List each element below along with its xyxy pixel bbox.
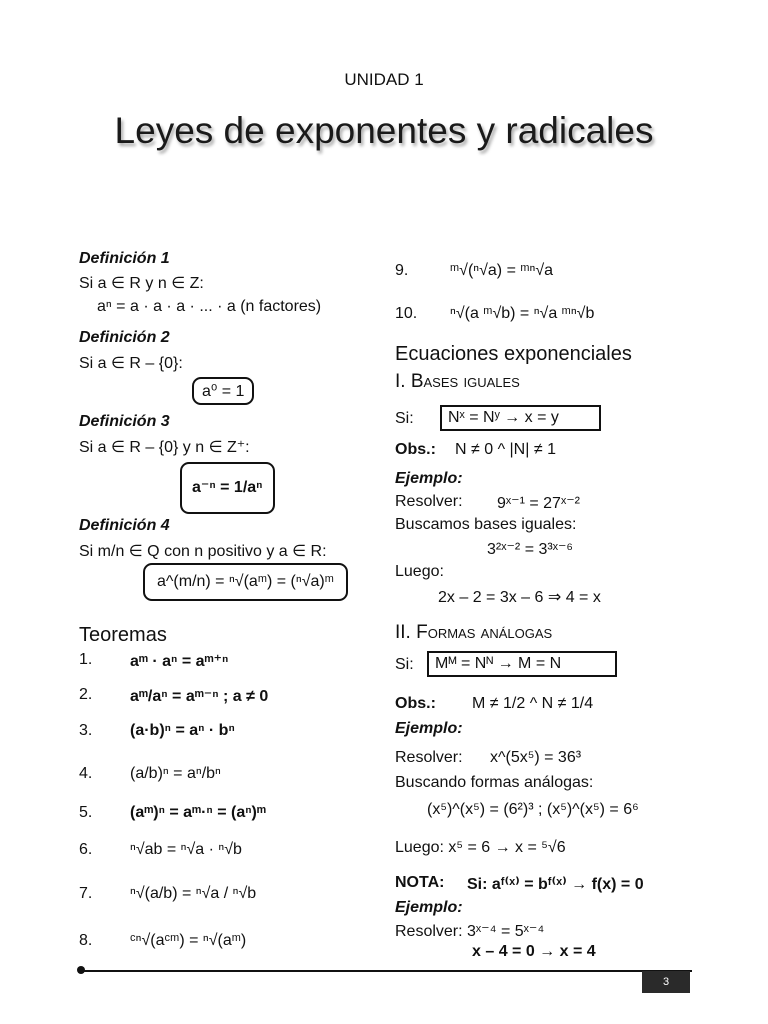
- definition-1-condition: Si a ∈ R y n ∈ Z:: [79, 275, 204, 292]
- theorem-8-formula: ᶜⁿ√(aᶜᵐ) = ⁿ√(aᵐ): [130, 932, 247, 949]
- definition-4-formula-box: a^(m/n) = ⁿ√(aᵐ) = (ⁿ√a)ᵐ: [143, 563, 348, 601]
- theorem-7-formula: ⁿ√(a/b) = ⁿ√a / ⁿ√b: [130, 885, 257, 902]
- section-2-luego: Luego: x⁵ = 6 → x = ⁵√6: [395, 839, 566, 856]
- section-2-example-2-label: Ejemplo:: [395, 899, 463, 916]
- section-1-bases-equation: 3²ˣ⁻² = 3³ˣ⁻⁶: [487, 541, 573, 558]
- definition-3-condition: Si a ∈ R – {0} y n ∈ Z⁺:: [79, 439, 250, 456]
- theorem-1-formula: aᵐ · aⁿ = aᵐ⁺ⁿ: [130, 653, 229, 670]
- definition-3-formula-box: a⁻ⁿ = 1/aⁿ: [180, 462, 275, 514]
- page-title: Leyes de exponentes y radicales: [114, 110, 654, 151]
- section-1-result: 2x – 2 = 3x – 6 ⇒ 4 = x: [438, 589, 601, 606]
- theorem-3-formula: (a·b)ⁿ = aⁿ · bⁿ: [130, 722, 235, 739]
- section-1-rule-box: Nˣ = Nʸ → x = y: [440, 405, 601, 431]
- definition-2-condition: Si a ∈ R – {0}:: [79, 355, 183, 372]
- section-1-buscamos: Buscamos bases iguales:: [395, 516, 577, 533]
- theorem-7-number: 7.: [79, 885, 93, 902]
- theorem-10-formula: ⁿ√(a ᵐ√b) = ⁿ√a ᵐⁿ√b: [450, 305, 595, 322]
- section-2-forms: (x⁵)^(x⁵) = (6²)³ ; (x⁵)^(x⁵) = 6⁶: [427, 801, 639, 818]
- theorem-8-number: 8.: [79, 932, 93, 949]
- theorem-10-number: 10.: [395, 305, 418, 322]
- definition-1-formula: aⁿ = a · a · a · ... · a (n factores): [97, 298, 322, 315]
- theorem-2-formula: aᵐ/aⁿ = aᵐ⁻ⁿ ; a ≠ 0: [130, 688, 269, 705]
- section-1-resolver-equation: 9ˣ⁻¹ = 27ˣ⁻²: [497, 495, 580, 512]
- section-1-si-label: Si:: [395, 410, 414, 427]
- section-2-obs: M ≠ 1/2 ^ N ≠ 1/4: [472, 695, 594, 712]
- theorems-heading: Teoremas: [79, 624, 167, 646]
- definition-2-formula-box: a⁰ = 1: [192, 377, 254, 405]
- unit-label: UNIDAD 1: [344, 70, 424, 89]
- section-2-rule-box: Mᴹ = Nᴺ → M = N: [427, 651, 617, 677]
- section-2-heading: II. Formas análogas: [395, 622, 553, 643]
- definition-1-title: Definición 1: [79, 250, 170, 267]
- definition-3-title: Definición 3: [79, 413, 170, 430]
- theorem-2-number: 2.: [79, 686, 93, 703]
- exponential-equations-heading: Ecuaciones exponenciales: [395, 343, 632, 365]
- theorem-5-formula: (aᵐ)ⁿ = aᵐ·ⁿ = (aⁿ)ᵐ: [130, 804, 266, 821]
- theorem-9-formula: ᵐ√(ⁿ√a) = ᵐⁿ√a: [450, 262, 554, 279]
- footer-rule: [80, 970, 692, 972]
- theorem-6-number: 6.: [79, 841, 93, 858]
- nota-text: Si: aᶠ⁽ˣ⁾ = bᶠ⁽ˣ⁾ → f(x) = 0: [467, 876, 644, 893]
- section-1-obs-label: Obs.:: [395, 441, 436, 458]
- theorem-6-formula: ⁿ√ab = ⁿ√a · ⁿ√b: [130, 841, 242, 858]
- section-1-resolver-label: Resolver:: [395, 493, 463, 510]
- theorem-1-number: 1.: [79, 651, 93, 668]
- definition-4-title: Definición 4: [79, 517, 170, 534]
- theorem-9-number: 9.: [395, 262, 409, 279]
- section-2-resolver-equation: x^(5x⁵) = 36³: [490, 749, 582, 766]
- definition-2-title: Definición 2: [79, 329, 170, 346]
- section-2-resolver-label: Resolver:: [395, 749, 463, 766]
- section-1-example-label: Ejemplo:: [395, 470, 463, 487]
- section-2-example-label: Ejemplo:: [395, 720, 463, 737]
- nota-label: NOTA:: [395, 874, 445, 891]
- theorem-4-number: 4.: [79, 765, 93, 782]
- section-2-buscando: Buscando formas análogas:: [395, 774, 594, 791]
- section-2-final: x – 4 = 0 → x = 4: [472, 943, 596, 960]
- section-2-resolver-2: Resolver: 3ˣ⁻⁴ = 5ˣ⁻⁴: [395, 923, 545, 940]
- theorem-4-formula: (a/b)ⁿ = aⁿ/bⁿ: [130, 765, 221, 782]
- page-number: 3: [642, 971, 690, 993]
- theorem-5-number: 5.: [79, 804, 93, 821]
- section-1-heading: I. Bases iguales: [395, 371, 520, 392]
- theorem-3-number: 3.: [79, 722, 93, 739]
- section-2-obs-label: Obs.:: [395, 695, 436, 712]
- definition-4-condition: Si m/n ∈ Q con n positivo y a ∈ R:: [79, 543, 327, 560]
- section-1-luego: Luego:: [395, 563, 444, 580]
- section-1-obs: N ≠ 0 ^ |N| ≠ 1: [455, 441, 556, 458]
- section-2-si-label: Si:: [395, 656, 414, 673]
